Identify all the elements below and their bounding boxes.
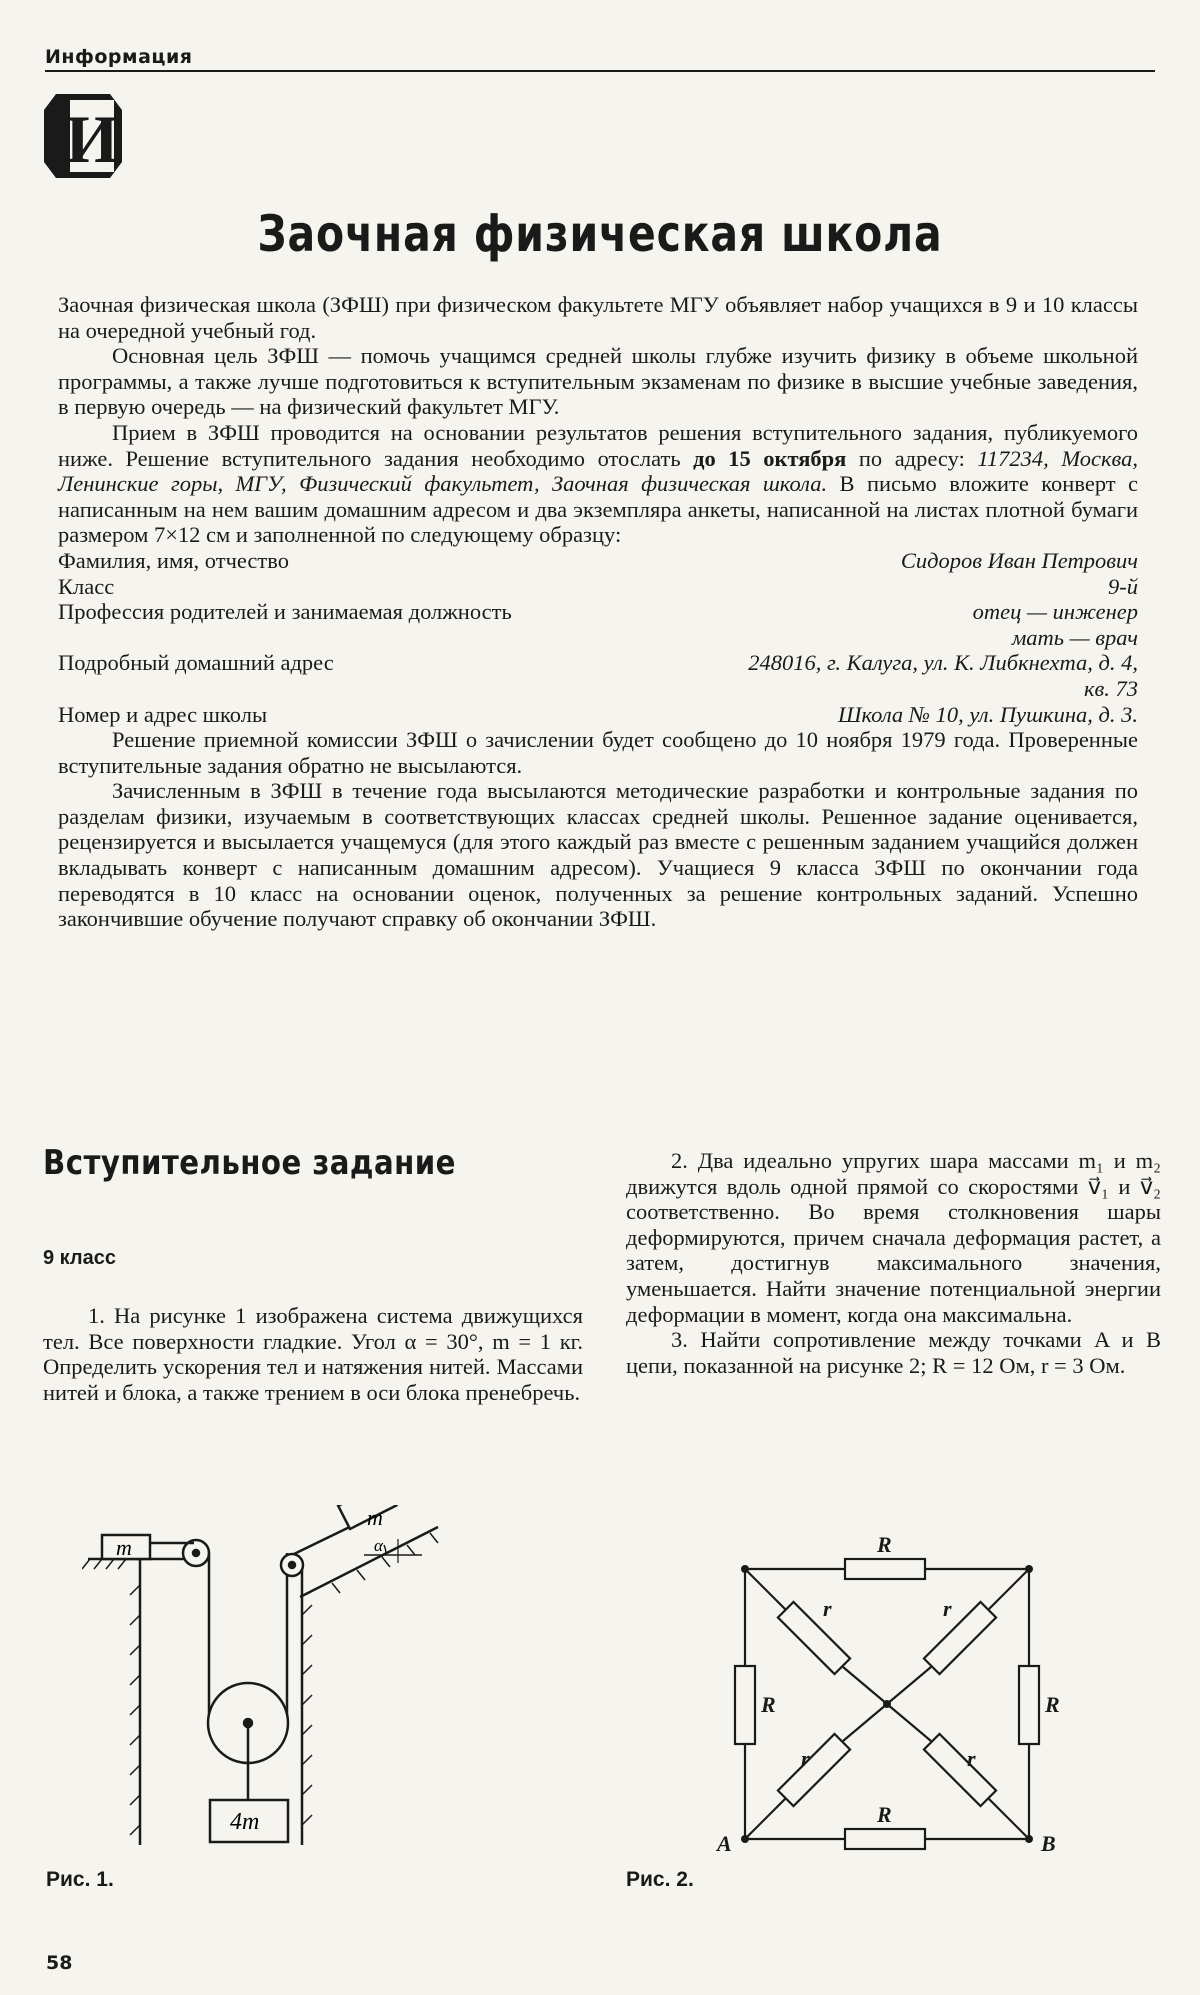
label-R-top: R (877, 1532, 892, 1557)
form-row (58, 599, 1138, 650)
form-label-class: Класс (58, 573, 115, 599)
closing-paragraph-2: Зачисленным в ЗФШ в течение года высылаются методические разработки и контрольные задания по разделам физики, изучаемым в соответствующих классах средней школы. Решенное задание оценивается, рецензируется и высылается учащемуся (для этого каждый раз вместе с решенным заданием учащийся должен вкладывать конверт с написанным домашним адресом). Учащиеся 9 класса ЗФШ по окончании года переводятся в 10 класс на основании оценок, полученных за решение контрольных заданий. Успешно закончившие обучение получают справку об окончании ЗФШ. (58, 778, 1138, 932)
form-label-school: Номер и адрес школы (58, 701, 268, 727)
form-row (58, 548, 1138, 574)
form-label-parents: Профессия родителей и занимаемая должность (58, 599, 512, 625)
form-value-class: 9-й (1108, 573, 1138, 599)
incline-surface (300, 1527, 438, 1597)
label-R-right: R (1045, 1692, 1060, 1717)
form-value-parents (639, 599, 1138, 650)
page-number: 58 (46, 1952, 73, 1974)
assignment-title: Вступительное задание (43, 1143, 456, 1183)
problem-1: 1. На рисунке 1 изображена система движущихся тел. Все поверхности гладкие. Угол α = 30°, m = 1 кг. Определить ускорения тел и натяжения нитей. Массами нитей и блока, а также трением в оси блока пренебречь. (43, 1303, 583, 1405)
section-logo (42, 92, 124, 180)
grade-label: 9 класс (43, 1247, 117, 1269)
label-r-bottom-left: r (801, 1746, 810, 1771)
form-row (58, 650, 1138, 701)
hatching (82, 1559, 140, 1835)
mass-label-incline: m (367, 1505, 383, 1530)
left-column (43, 1303, 583, 1405)
label-node-B: B (1041, 1831, 1056, 1856)
resistor-R-right (1019, 1666, 1039, 1744)
right-column (626, 1148, 1161, 1378)
mass-label-left: m (116, 1535, 132, 1560)
mass-label-4m: 4m (230, 1809, 260, 1835)
label-r-top-right: r (943, 1596, 952, 1621)
resistor-r-bottom-left (778, 1734, 850, 1806)
problem-3: 3. Найти сопротивление между точками A и B цепи, показанной на рисунке 2; R = 12 Ом, r = 3 Ом. (626, 1327, 1161, 1378)
label-R-bottom: R (877, 1802, 892, 1827)
problem-2: 2. Два идеально упругих шара массами m₁ и m₂ движутся вдоль одной прямой со скоростями v⃗₁ и v⃗₂ соответственно. Во время столкновения шары деформируются, причем сначала деформация растет, а затем, достигнув максимального значения, уменьшается. Найти значение потенциальной энергии деформации в момент, когда она максимальна. (626, 1148, 1161, 1327)
label-r-top-left: r (823, 1596, 832, 1621)
form-row (58, 574, 1138, 600)
form-label-name: Фамилия, имя, отчество (58, 547, 289, 573)
form-value-address-2: кв. 73 (1083, 675, 1138, 701)
resistor-r-top-right (924, 1602, 996, 1674)
form-value-parents-1: отец — инженер (972, 599, 1138, 625)
form-value-name: Сидоров Иван Петрович (900, 547, 1138, 573)
form-label-address: Подробный домашний адрес (58, 650, 334, 676)
resistor-r-bottom-right (924, 1734, 996, 1806)
label-r-bottom-right: r (967, 1746, 976, 1771)
header-rule (45, 36, 1155, 72)
logo-letter: И (65, 101, 119, 177)
mailing-address: 117234, Москва, Ленинские горы, МГУ, Физический факультет, Заочная физическая школа. (58, 445, 1138, 497)
intro-paragraph-1: Заочная физическая школа (ЗФШ) при физическом факультете МГУ объявляет набор учащихся в 9 и 10 классы на очередной учебный год. (58, 292, 1138, 343)
resistor-r-top-left (778, 1602, 850, 1674)
deadline: до 15 октября (693, 445, 847, 471)
form-value-address-1: 248016, г. Калуга, ул. К. Либкнехта, д. 4, (748, 650, 1138, 676)
form-value-school: Школа № 10, ул. Пушкина, д. 3. (838, 701, 1138, 727)
angle-label: α (374, 1536, 383, 1555)
label-R-left: R (761, 1692, 776, 1717)
resistor-R-bottom (845, 1829, 925, 1849)
label-node-A: A (717, 1831, 732, 1856)
resistor-R-top (845, 1559, 925, 1579)
form-value-address (639, 650, 1138, 701)
form-value-parents-2: мать — врач (1011, 624, 1138, 650)
section-label: Информация (45, 46, 193, 68)
intro-p3-text-c: В письмо вложите конверт с написанным на нем вашим домашним адресом и два экземпляра анкеты, написанной на листах плотной бумаги размером 7×12 см и заполненной по следующему образцу: (58, 471, 1139, 548)
resistor-R-left (735, 1666, 755, 1744)
intro-paragraph-2: Основная цель ЗФШ — помочь учащимся средней школы глубже изучить физику в объеме школьной программы, а также лучше подготовиться к вступительным экзаменам по физике в высшие учебные заведения, в первую очередь — на физический факультет МГУ. (58, 343, 1138, 420)
incline-hatching (302, 1533, 438, 1825)
intro-paragraph-3 (58, 420, 1138, 548)
intro-section (58, 292, 1138, 932)
figure-1-diagram (82, 1505, 472, 1857)
sample-form (58, 548, 1138, 727)
page-title: Заочная физическая школа (257, 205, 943, 263)
intro-p3-text-a: Прием в ЗФШ проводится на основании результатов решения вступительного задания, публикуемого ниже. Решение вступительного задания необходимо отослать (58, 419, 1138, 471)
closing-paragraph-1: Решение приемной комиссии ЗФШ о зачислении будет сообщено до 10 ноября 1979 года. Проверенные вступительные задания обратно не высылаются. (58, 727, 1138, 778)
form-row (58, 702, 1138, 728)
figure-2-caption: Рис. 2. (626, 1868, 694, 1891)
figure-2-circuit (705, 1516, 1065, 1861)
figure-1-caption: Рис. 1. (46, 1868, 114, 1891)
intro-p3-text-b: по адресу: (846, 445, 978, 471)
